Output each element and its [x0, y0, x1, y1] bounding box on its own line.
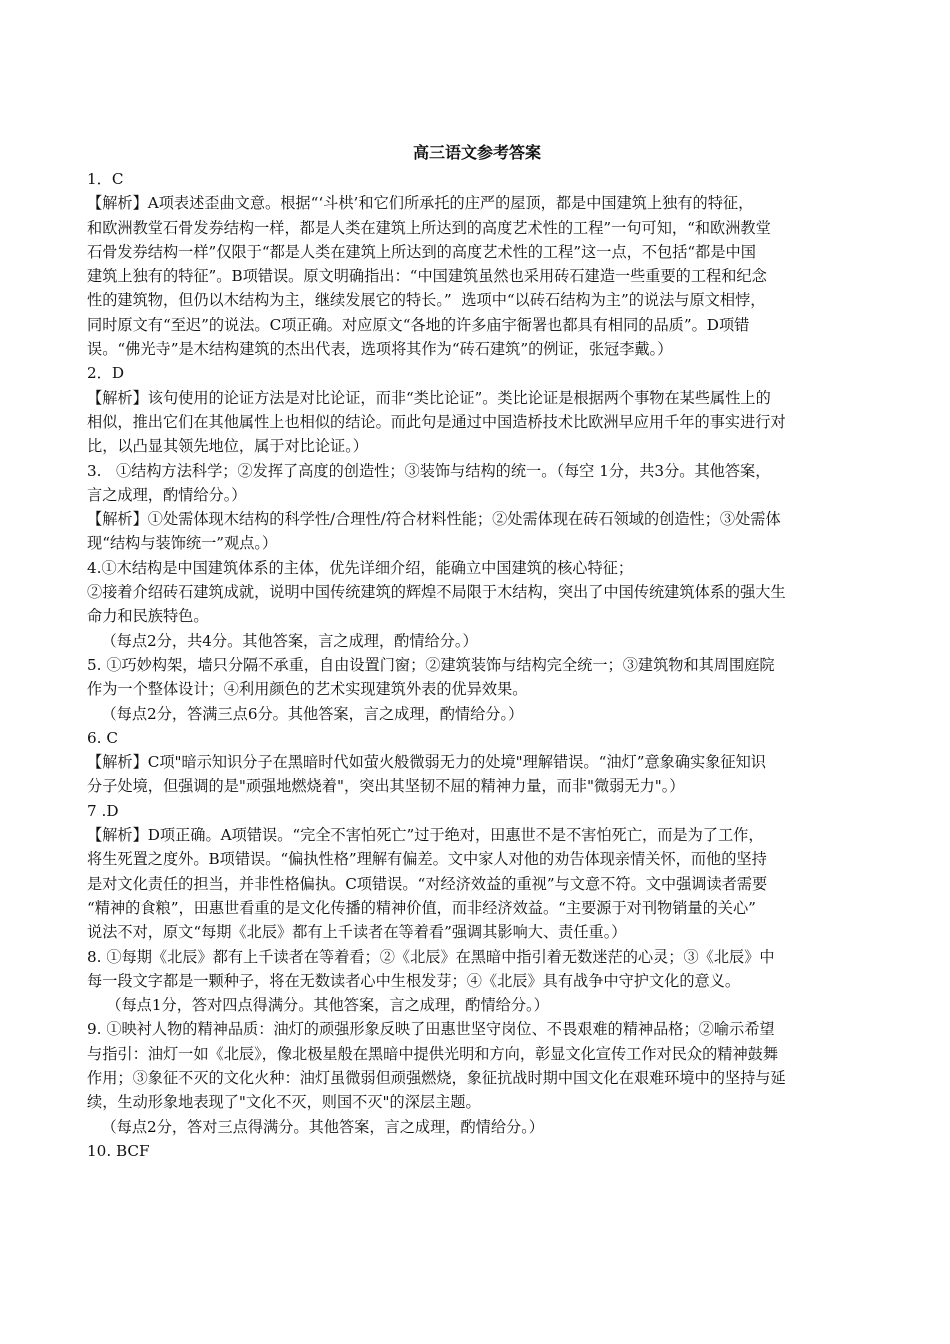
text-line: 与指引：油灯一如《北辰》，像北极星般在黑暗中提供光明和方向，彰显文化宣传工作对民众的精神鼓舞 [87, 1044, 779, 1063]
text-line: 相似，推出它们在其他属性上也相似的结论。而此句是通过中国造桥技术比欧洲早应用千年的事实进行对 [87, 412, 786, 431]
text-line: 同时原文有“至迟”的说法。C项正确。对应原文“各地的许多庙宇衙署也都具有相同的品质”。D项错 [87, 315, 750, 334]
text-line: 比，以凸显其领先地位，属于对比论证。） [87, 437, 368, 456]
text-line: 【解析】D项正确。A项错误。“完全不害怕死亡”过于绝对，田惠世不是不害怕死亡，而是为了工作， [87, 826, 764, 845]
answer-document [87, 143, 867, 1163]
text-line: 作为一个整体设计；④利用颜色的艺术实现建筑外表的优异效果。 [87, 680, 528, 699]
text-line: 现“结构与装饰统一”观点。） [87, 534, 278, 553]
text-line: 石骨发券结构一样”仅限于“都是人类在建筑上所达到的高度艺术性的工程”这一点，不包括“都是中国 [87, 242, 756, 261]
text-line: 误。“佛光寺”是木结构建筑的杰出代表，选项将其作为“砖石建筑”的例证，张冠李戴。） [87, 340, 673, 359]
text-line: 【解析】C项"暗示知识分子在黑暗时代如萤火般微弱无力的处境"理解错误。“油灯”意象确实象征知识 [87, 753, 766, 772]
text-line: 分子处境，但强调的是"顽强地燃烧着"，突出其坚韧不屈的精神力量，而非"微弱无力"。） [87, 777, 685, 796]
text-line: 续，生动形象地表现了"文化不灭，则国不灭"的深层主题。 [87, 1093, 481, 1112]
text-line: 每一段文字都是一颗种子，将在无数读者心中生根发芽；④《北辰》具有战争中守护文化的意义。 [87, 971, 741, 990]
text-line: 7 .D [87, 801, 119, 820]
text-line: （每点1分，答对四点得满分。其他答案，言之成理，酌情给分。） [87, 996, 549, 1015]
text-line: 【解析】该句使用的论证方法是对比论证，而非“类比论证”。类比论证是根据两个事物在某些属性上的 [87, 388, 771, 407]
text-line: 言之成理，酌情给分。） [87, 485, 247, 504]
text-line: 命力和民族特色。 [87, 607, 209, 626]
text-line: 【解析】A项表述歪曲文意。根据“‘斗栱’和它们所承托的庄严的屋顶，都是中国建筑上独有的特征， [87, 194, 754, 213]
text-line: “精神的食粮”，田惠世看重的是文化传播的精神价值，而非经济效益。“主要源于对刊物销量的关心” [87, 898, 756, 917]
text-line: 性的建筑物，但仍以木结构为主，继续发展它的特长。” 选项中“以砖石结构为主”的说法与原文相悖， [87, 291, 766, 310]
text-line: 2．D [87, 364, 125, 383]
text-line: 4.①木结构是中国建筑体系的主体，优先详细介绍，能确立中国建筑的核心特征； [87, 558, 634, 577]
text-line: 8. ①每期《北辰》都有上千读者在等着看；②《北辰》在黑暗中指引着无数迷茫的心灵；③《北辰》中 [87, 947, 775, 966]
text-line: （每点2分，共4分。其他答案，言之成理，酌情给分。） [87, 631, 478, 650]
text-line: 1．C [87, 170, 124, 188]
text-line: 6. C [87, 728, 118, 747]
text-line: 作用；③象征不灭的文化火种：油灯虽微弱但顽强燃烧，象征抗战时期中国文化在艰难环境中的坚持与延 [87, 1068, 786, 1087]
text-line: 【解析】①处需体现木结构的科学性/合理性/符合材料性能；②处需体现在砖石领域的创造性；③处需体 [87, 510, 781, 529]
text-line: 5. ①巧妙构架，墙只分隔不承重，自由设置门窗；②建筑装饰与结构完全统一；③建筑物和其周围庭院 [87, 655, 775, 674]
text-line: 建筑上独有的特征”。B项错误。原文明确指出：“中国建筑虽然也采用砖石建造一些重要的工程和纪念 [87, 267, 767, 286]
text-line: 10. BCF [87, 1141, 150, 1160]
text-line: 9. ①映衬人物的精神品质：油灯的顽强形象反映了田惠世坚守岗位、不畏艰难的精神品格；②喻示希望 [87, 1020, 775, 1039]
text-line: 和欧洲教堂石骨发券结构一样，都是人类在建筑上所达到的高度艺术性的工程”一句可知，“和欧洲教堂 [87, 218, 771, 237]
text-line: （每点2分，答满三点6分。其他答案，言之成理，酌情给分。） [87, 704, 524, 723]
answer-body [87, 167, 867, 1163]
document-title: 高三语文参考答案 [412, 143, 541, 162]
text-line: 说法不对，原文“每期《北辰》都有上千读者在等着看”强调其影响大、责任重。） [87, 923, 627, 942]
text-line: 将生死置之度外。B项错误。“偏执性格”理解有偏差。文中家人对他的劝告体现亲情关怀，而他的坚持 [87, 850, 767, 869]
text-line: ②接着介绍砖石建筑成就，说明中国传统建筑的辉煌不局限于木结构，突出了中国传统建筑体系的强大生 [87, 583, 786, 602]
text-line: 3. ①结构方法科学；②发挥了高度的创造性；③装饰与结构的统一。（每空 1分，共3分。其他答案， [87, 461, 771, 480]
text-line: （每点2分，答对三点得满分。其他答案，言之成理，酌情给分。） [87, 1117, 544, 1136]
text-line: 是对文化责任的担当，并非性格偏执。C项错误。“对经济效益的重视”与文意不符。文中强调读者需要 [87, 874, 768, 893]
